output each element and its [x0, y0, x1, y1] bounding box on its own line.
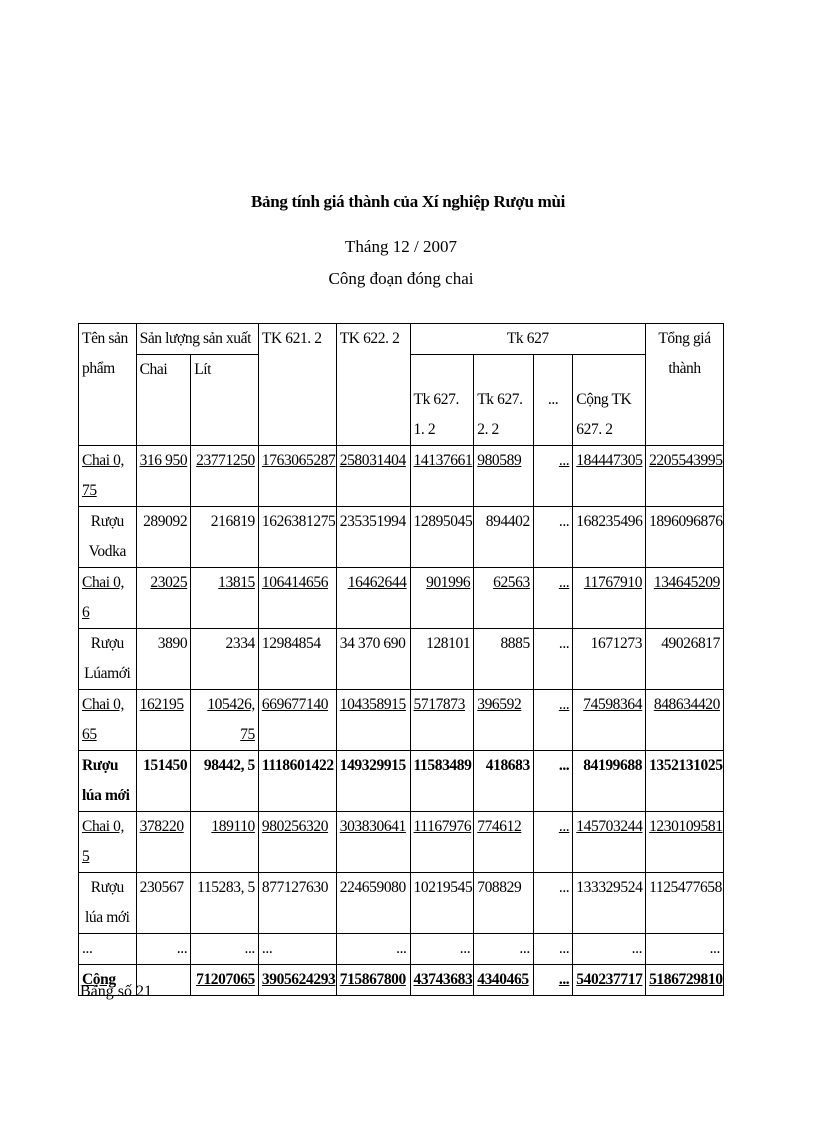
cell-tk6222: 104358915 — [336, 690, 410, 751]
cell-tk6212: 1118601422 — [258, 751, 336, 812]
cell-total: 1230109581 — [646, 812, 724, 873]
cell-tk62712: 12895045 — [410, 507, 474, 568]
cell-total: ... — [646, 934, 724, 965]
cell-total: 1352131025 — [646, 751, 724, 812]
cell-tk6222: 224659080 — [336, 873, 410, 934]
header-tk6212: TK 621. 2 — [258, 324, 336, 446]
row-name: Chai 0, 75 — [79, 446, 137, 507]
cell-ellipsis: ... — [533, 934, 572, 965]
header-ellipsis: ... — [533, 355, 572, 446]
cell-chai: 23025 — [136, 568, 191, 629]
cell-cong: ... — [573, 934, 646, 965]
table-row — [79, 751, 724, 812]
header-tk6222: TK 622. 2 — [336, 324, 410, 446]
cell-ellipsis: ... — [533, 690, 572, 751]
cell-cong: 133329524 — [573, 873, 646, 934]
subtitle-stage: Công đoạn đóng chai — [328, 269, 474, 288]
cell-tk6212: 980256320 — [258, 812, 336, 873]
header-lit: Lít — [191, 355, 259, 446]
cell-total: 134645209 — [646, 568, 724, 629]
cell-lit: 13815 — [191, 568, 259, 629]
total-row — [79, 965, 724, 996]
cell-tk62722: 774612 — [474, 812, 534, 873]
cell-cong: 540237717 — [573, 965, 646, 996]
cell-chai: 162195 — [136, 690, 191, 751]
cell-lit: 71207065 — [191, 965, 259, 996]
table-row — [79, 690, 724, 751]
table-number-caption: Bảng số 21 — [80, 983, 152, 1000]
cell-tk62722: 62563 — [474, 568, 534, 629]
cell-total: 848634420 — [646, 690, 724, 751]
cell-tk62722: 894402 — [474, 507, 534, 568]
cell-total: 1125477658 — [646, 873, 724, 934]
cell-lit: 189110 — [191, 812, 259, 873]
cell-lit: 23771250 — [191, 446, 259, 507]
cell-tk62722: 4340465 — [474, 965, 534, 996]
cost-table — [78, 323, 724, 996]
row-name: Rượu Vodka — [79, 507, 137, 568]
cell-chai: 230567 — [136, 873, 191, 934]
cell-tk6222: 34 370 690 — [336, 629, 410, 690]
cell-tk6222: 303830641 — [336, 812, 410, 873]
cell-chai: 289092 — [136, 507, 191, 568]
cell-tk6212: ... — [258, 934, 336, 965]
header-tk627: Tk 627 — [410, 324, 646, 355]
cell-tk62712: 11583489 — [410, 751, 474, 812]
cell-tk6222: 258031404 — [336, 446, 410, 507]
cell-tk62712: 5717873 — [410, 690, 474, 751]
cell-lit: 216819 — [191, 507, 259, 568]
table-row — [79, 934, 724, 965]
row-name: Cộng — [79, 965, 137, 996]
cell-tk6222: 16462644 — [336, 568, 410, 629]
cell-tk62712: 901996 — [410, 568, 474, 629]
row-name: Chai 0, 6 — [79, 568, 137, 629]
header-product: Tên sản phẩm — [79, 324, 137, 446]
cell-ellipsis: ... — [533, 446, 572, 507]
cell-tk6212: 669677140 — [258, 690, 336, 751]
cell-ellipsis: ... — [533, 812, 572, 873]
cell-tk62722: 980589 — [474, 446, 534, 507]
table-row — [79, 568, 724, 629]
cell-ellipsis: ... — [533, 751, 572, 812]
cell-tk6212: 12984854 — [258, 629, 336, 690]
cell-tk6212: 877127630 — [258, 873, 336, 934]
header-tk62712: Tk 627. 1. 2 — [410, 355, 474, 446]
cell-tk6212: 1626381275 — [258, 507, 336, 568]
table-title: Bảng tính giá thành của Xí nghiệp Rượu mùi — [250, 192, 566, 211]
row-name: Rượu Lúamới — [79, 629, 137, 690]
header-chai: Chai — [136, 355, 191, 446]
cell-cong: 184447305 — [573, 446, 646, 507]
row-name: Chai 0, 65 — [79, 690, 137, 751]
cell-cong: 1671273 — [573, 629, 646, 690]
cell-lit: ... — [191, 934, 259, 965]
cell-tk62722: ... — [474, 934, 534, 965]
cell-total: 49026817 — [646, 629, 724, 690]
cell-tk62722: 418683 — [474, 751, 534, 812]
cell-chai: ... — [136, 934, 191, 965]
cell-tk62712: 10219545 — [410, 873, 474, 934]
row-name: Rượu lúa mới — [79, 751, 137, 812]
cell-ellipsis: ... — [533, 507, 572, 568]
header-row-1 — [79, 324, 724, 355]
header-output: Sản lượng sản xuất — [136, 324, 258, 355]
cell-cong: 145703244 — [573, 812, 646, 873]
cell-total: 1896096876 — [646, 507, 724, 568]
cell-tk6212: 3905624293 — [258, 965, 336, 996]
table-row — [79, 812, 724, 873]
cell-ellipsis: ... — [533, 873, 572, 934]
cell-ellipsis: ... — [533, 568, 572, 629]
cell-tk62712: 43743683 — [410, 965, 474, 996]
cell-chai: 151450 — [136, 751, 191, 812]
cell-lit: 115283, 5 — [191, 873, 259, 934]
cell-cong: 74598364 — [573, 690, 646, 751]
cell-cong: 84199688 — [573, 751, 646, 812]
cell-tk62722: 396592 — [474, 690, 534, 751]
cell-tk6222: ... — [336, 934, 410, 965]
cell-tk6222: 235351994 — [336, 507, 410, 568]
cell-total: 2205543995 — [646, 446, 724, 507]
table-row — [79, 873, 724, 934]
table-row — [79, 507, 724, 568]
cell-total: 5186729810 — [646, 965, 724, 996]
header-total-cost: Tổng giá thành — [646, 324, 724, 446]
header-tk62722: Tk 627. 2. 2 — [474, 355, 534, 446]
header-cong-tk6272: Cộng TK 627. 2 — [573, 355, 646, 446]
cell-tk6222: 715867800 — [336, 965, 410, 996]
cell-tk62712: 14137661 — [410, 446, 474, 507]
cell-tk6222: 149329915 — [336, 751, 410, 812]
table-row — [79, 629, 724, 690]
cell-chai: 378220 — [136, 812, 191, 873]
row-name: Chai 0, 5 — [79, 812, 137, 873]
cell-chai: 3890 — [136, 629, 191, 690]
cell-tk6212: 106414656 — [258, 568, 336, 629]
subtitle-month: Tháng 12 / 2007 — [345, 237, 457, 256]
cell-ellipsis: ... — [533, 629, 572, 690]
cell-lit: 2334 — [191, 629, 259, 690]
cell-tk6212: 1763065287 — [258, 446, 336, 507]
cell-lit: 105426, 75 — [191, 690, 259, 751]
cell-lit: 98442, 5 — [191, 751, 259, 812]
cell-tk62722: 708829 — [474, 873, 534, 934]
cell-tk62722: 8885 — [474, 629, 534, 690]
row-name: ... — [79, 934, 137, 965]
cell-cong: 168235496 — [573, 507, 646, 568]
cell-tk62712: ... — [410, 934, 474, 965]
cell-cong: 11767910 — [573, 568, 646, 629]
cell-ellipsis: ... — [533, 965, 572, 996]
table-row — [79, 446, 724, 507]
cell-tk62712: 128101 — [410, 629, 474, 690]
cell-chai: 316 950 — [136, 446, 191, 507]
row-name: Rượu lúa mới — [79, 873, 137, 934]
cell-tk62712: 11167976 — [410, 812, 474, 873]
